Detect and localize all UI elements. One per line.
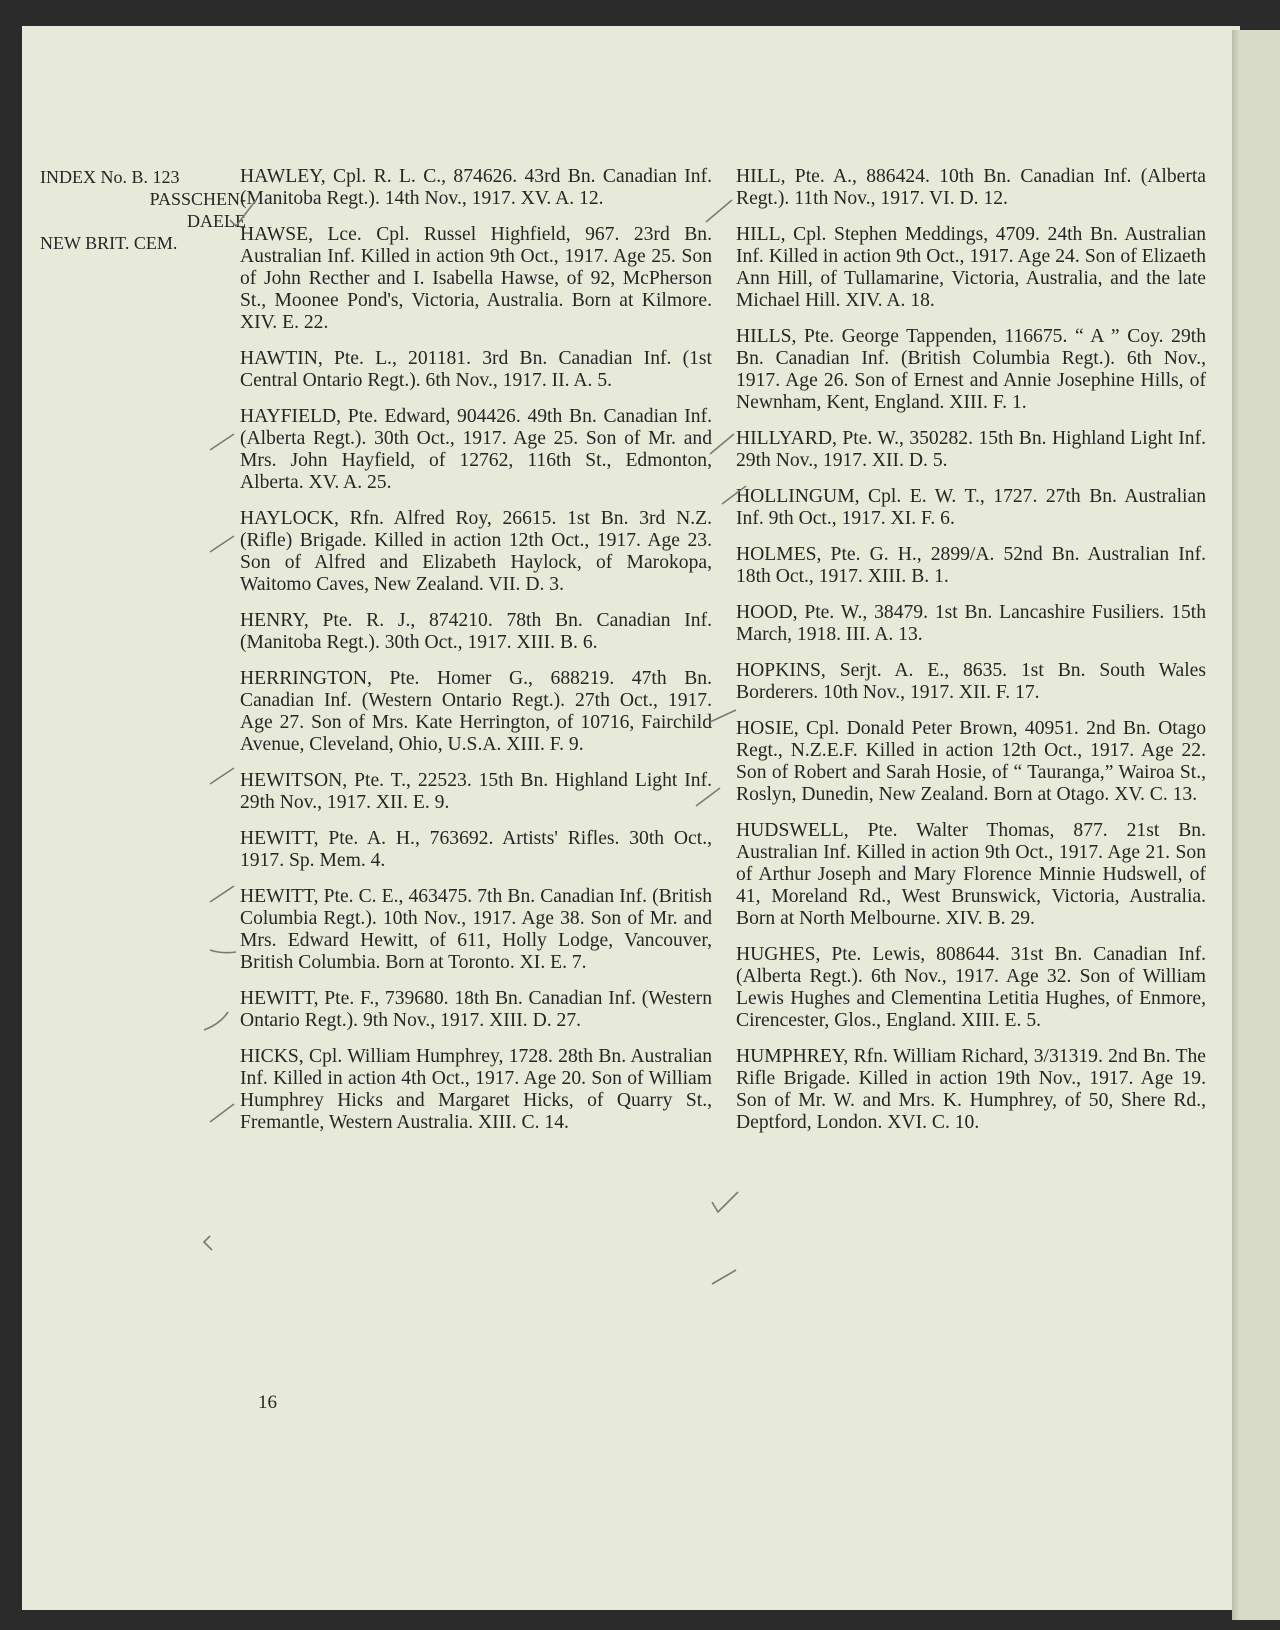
register-entry: HEWITT, Pte. A. H., 763692. Artists' Rifles. 30th Oct., 1917. Sp. Mem. 4. [240, 828, 712, 871]
register-entry: HUGHES, Pte. Lewis, 808644. 31st Bn. Canadian Inf. (Alberta Regt.). 6th Nov., 1917. Age 32. Son of William Lewis Hughes and Clementina Letitia Hughes, of Enmore, Cirencester, Glos., England. XIII. E. 5. [736, 944, 1206, 1031]
pencil-tick-icon [706, 430, 740, 464]
pencil-tick-icon [708, 1262, 742, 1296]
index-number: INDEX No. B. 123 [40, 167, 180, 187]
pencil-tick-icon [206, 762, 240, 796]
register-entry: HOPKINS, Serjt. A. E., 8635. 1st Bn. South Wales Borderers. 10th Nov., 1917. XII. F. 17. [736, 660, 1206, 703]
register-entry: HEWITT, Pte. F., 739680. 18th Bn. Canadian Inf. (Western Ontario Regt.). 9th Nov., 1917. XIII. D. 27. [240, 988, 712, 1031]
register-entry: HILL, Cpl. Stephen Meddings, 4709. 24th Bn. Australian Inf. Killed in action 9th Oct., 1917. Age 24. Son of Elizaeth Ann Hill, of Tullamarine, Victoria, Australia, and the late Michael Hill. XIV. A. 18. [736, 224, 1206, 311]
register-entry: HEWITT, Pte. C. E., 463475. 7th Bn. Canadian Inf. (British Columbia Regt.). 10th Nov., 1917. Age 38. Son of Mr. and Mrs. Edward Hewitt, of 611, Holly Lodge, Vancouver, British Columbia. Born at Toronto. XI. E. 7. [240, 886, 712, 973]
facing-page-edge [1240, 30, 1280, 1620]
register-entry: HEWITSON, Pte. T., 22523. 15th Bn. Highland Light Inf. 29th Nov., 1917. XII. E. 9. [240, 770, 712, 813]
margin-heading [40, 166, 246, 254]
register-entry: HOOD, Pte. W., 38479. 1st Bn. Lancashire Fusiliers. 15th March, 1918. III. A. 13. [736, 602, 1206, 645]
page-number: 16 [258, 1392, 277, 1413]
pencil-tick-icon [706, 700, 740, 734]
pencil-tick-icon [692, 780, 726, 814]
cemetery-name-line-2: DAELE [187, 211, 246, 231]
pencil-tick-icon [702, 196, 736, 230]
register-entry: HOSIE, Cpl. Donald Peter Brown, 40951. 2nd Bn. Otago Regt., N.Z.E.F. Killed in action 12th Oct., 1917. Age 22. Son of Robert and Sarah Hosie, of “ Tauranga,” Wairoa St., Roslyn, Dunedin, New Zealand. Born at Otago. XV. C. 13. [736, 718, 1206, 805]
register-entry: HOLLINGUM, Cpl. E. W. T., 1727. 27th Bn. Australian Inf. 9th Oct., 1917. XI. F. 6. [736, 486, 1206, 529]
register-entry: HAWTIN, Pte. L., 201181. 3rd Bn. Canadian Inf. (1st Central Ontario Regt.). 6th Nov., 1917. II. A. 5. [240, 348, 712, 391]
pencil-tick-icon [226, 196, 260, 230]
cemetery-name-line-1: PASSCHEN- [149, 189, 246, 209]
register-entry: HAWLEY, Cpl. R. L. C., 874626. 43rd Bn. Canadian Inf. (Manitoba Regt.). 14th Nov., 1917. XV. A. 12. [240, 166, 712, 209]
register-entry: HERRINGTON, Pte. Homer G., 688219. 47th Bn. Canadian Inf. (Western Ontario Regt.). 27th Oct., 1917. Age 27. Son of Mrs. Kate Herrington, of 10716, Fairchild Avenue, Cleveland, Ohio, U.S.A. XIII. F. 9. [240, 668, 712, 755]
register-entry: HILLS, Pte. George Tappenden, 116675. “ A ” Coy. 29th Bn. Canadian Inf. (British Columbia Regt.). 6th Nov., 1917. Age 26. Son of Ernest and Annie Josephine Hills, of Newnham, Kent, England. XIII. F. 1. [736, 326, 1206, 413]
right-column [736, 166, 1206, 1148]
register-entry: HILL, Pte. A., 886424. 10th Bn. Canadian Inf. (Alberta Regt.). 11th Nov., 1917. VI. D. 12. [736, 166, 1206, 209]
register-entry: HAWSE, Lce. Cpl. Russel Highfield, 967. 23rd Bn. Australian Inf. Killed in action 9th Oct., 1917. Age 25. Son of John Recther and I. Isabella Hawse, of 92, McPherson St., Moonee Pond's, Victoria, Australia. Born at Kilmore. XIV. E. 22. [240, 224, 712, 333]
pencil-tick-icon [206, 880, 240, 914]
register-entry: HAYLOCK, Rfn. Alfred Roy, 26615. 1st Bn. 3rd N.Z. (Rifle) Brigade. Killed in action 12th Oct., 1917. Age 23. Son of Alfred and Elizabeth Haylock, of Marokopa, Waitomo Caves, New Zealand. VII. D. 3. [240, 508, 712, 595]
pencil-tick-icon [206, 530, 240, 564]
pencil-tick-icon [206, 1098, 240, 1132]
pencil-tick-icon [200, 1004, 234, 1038]
pencil-tick-icon [206, 428, 240, 462]
pencil-tick-icon [200, 1228, 234, 1262]
pencil-tick-icon [718, 480, 752, 514]
register-entry: HOLMES, Pte. G. H., 2899/A. 52nd Bn. Australian Inf. 18th Oct., 1917. XIII. B. 1. [736, 544, 1206, 587]
register-entry: HICKS, Cpl. William Humphrey, 1728. 28th Bn. Australian Inf. Killed in action 4th Oct., 1917. Age 20. Son of William Humphrey Hicks and Margaret Hicks, of Quarry St., Fremantle, Western Australia. XIII. C. 14. [240, 1046, 712, 1133]
pencil-tick-icon [206, 934, 240, 968]
register-entry: HILLYARD, Pte. W., 350282. 15th Bn. Highland Light Inf. 29th Nov., 1917. XII. D. 5. [736, 428, 1206, 471]
register-entry: HENRY, Pte. R. J., 874210. 78th Bn. Canadian Inf. (Manitoba Regt.). 30th Oct., 1917. XIII. B. 6. [240, 610, 712, 653]
register-entry: HUDSWELL, Pte. Walter Thomas, 877. 21st Bn. Australian Inf. Killed in action 9th Oct., 1917. Age 21. Son of Arthur Joseph and Mary Florence Minnie Hudswell, of 41, Moreland Rd., West Brunswick, Victoria, Australia. Born at North Melbourne. XIV. B. 29. [736, 820, 1206, 929]
left-column [240, 166, 712, 1148]
register-entry: HUMPHREY, Rfn. William Richard, 3/31319. 2nd Bn. The Rifle Brigade. Killed in action 19th Nov., 1917. Age 19. Son of Mr. W. and Mrs. K. Humphrey, of 50, Shere Rd., Deptford, London. XVI. C. 10. [736, 1046, 1206, 1133]
pencil-tick-icon [708, 1188, 742, 1222]
register-entry: HAYFIELD, Pte. Edward, 904426. 49th Bn. Canadian Inf. (Alberta Regt.). 30th Oct., 1917. Age 25. Son of Mr. and Mrs. John Hayfield, of 12762, 116th St., Edmonton, Alberta. XV. A. 25. [240, 406, 712, 493]
cemetery-name-line-3: NEW BRIT. CEM. [40, 233, 178, 253]
